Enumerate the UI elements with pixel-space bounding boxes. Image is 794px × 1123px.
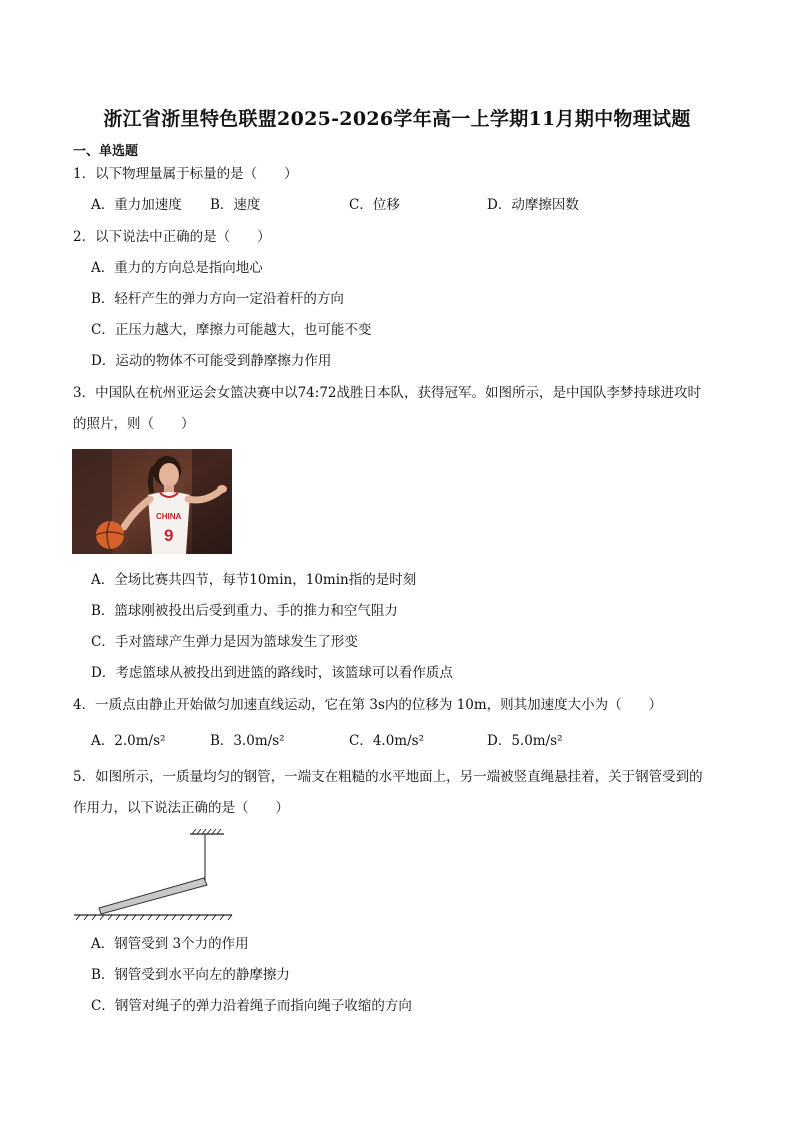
section-heading: 一、单选题 [73,144,139,159]
q1-option-b: B．速度 [210,197,261,213]
question-5-stem-line2: 作用力，以下说法正确的是（ ） [73,800,289,816]
q3-option-c: C．手对篮球产生弹力是因为篮球发生了形变 [91,634,358,650]
question-3-stem-line2: 的照片，则（ ） [73,416,195,432]
q2-option-a: A．重力的方向总是指向地心 [91,260,263,276]
q5-option-c: C．钢管对绳子的弹力沿着绳子而指向绳子收缩的方向 [91,998,412,1014]
q3-option-b: B．篮球刚被投出后受到重力、手的推力和空气阻力 [91,603,398,619]
q4-option-a: A．2.0m/s² [91,733,166,749]
exam-title: 浙江省浙里特色联盟2025-2026学年高一上学期11月期中物理试题 [103,108,691,130]
ground-hatch [76,915,232,920]
jersey-text: CHINA [156,512,182,521]
q2-option-d: D．运动的物体不可能受到静摩擦力作用 [91,353,332,369]
q1-option-d: D．动摩擦因数 [487,197,579,213]
q5-option-b: B．钢管受到水平向左的静摩擦力 [91,967,290,983]
q2-option-b: B．轻杆产生的弹力方向一定沿着杆的方向 [91,291,344,307]
ceiling-hatch [192,829,221,834]
q4-option-c: C．4.0m/s² [349,733,424,749]
q5-option-a: A．钢管受到 3个力的作用 [91,936,249,952]
q3-option-a: A．全场比赛共四节，每节10min，10min指的是时刻 [91,572,417,588]
q3-option-d: D．考虑篮球从被投出到进篮的路线时，该篮球可以看作质点 [91,665,453,681]
steel-pipe-diagram [72,828,242,923]
photo-illustration [72,449,232,554]
question-2-stem: 2．以下说法中正确的是（ ） [73,229,271,245]
question-1-stem: 1．以下物理量属于标量的是（ ） [73,166,298,182]
question-4-stem: 4．一质点由静止开始做匀加速直线运动，它在第 3s内的位移为 10m，则其加速度大小为（ ） [73,697,663,713]
jersey-number: 9 [164,526,174,545]
question-5-stem-line1: 5．如图所示，一质量均匀的钢管，一端支在粗糙的水平地面上，另一端被竖直绳悬挂着，关于钢管受到的 [73,769,703,785]
q2-option-c: C．正压力越大，摩擦力可能越大，也可能不变 [91,322,372,338]
steel-pipe [99,878,207,914]
basketball-player-photo [72,449,232,554]
question-3-stem-line1: 3．中国队在杭州亚运会女篮决赛中以74:72战胜日本队，获得冠军。如图所示，是中国队李梦持球进攻时 [73,385,701,401]
q1-option-a: A．重力加速度 [91,197,182,213]
q4-option-d: D．5.0m/s² [487,733,563,749]
q1-option-c: C．位移 [349,197,400,213]
q4-option-b: B．3.0m/s² [210,733,285,749]
pipe-rope-figure [72,828,242,923]
